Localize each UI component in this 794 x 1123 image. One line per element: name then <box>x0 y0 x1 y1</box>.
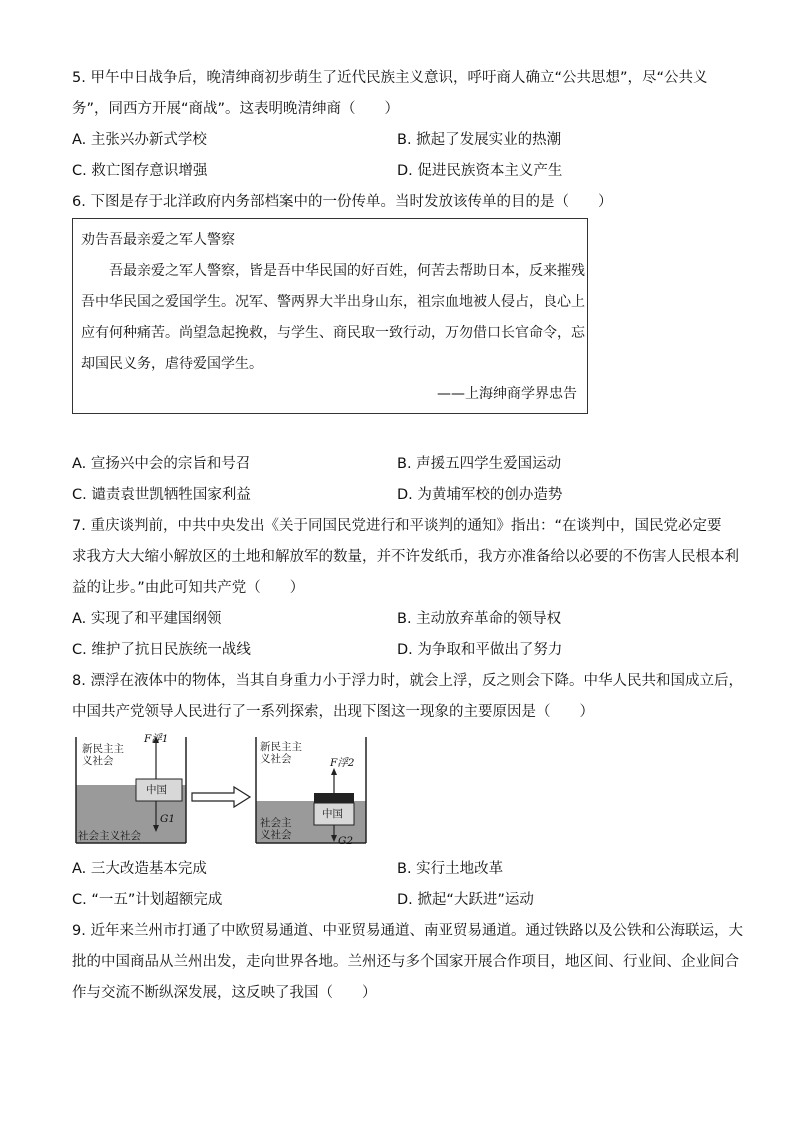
q5-option-a[interactable]: A. 主张兴办新式学校 <box>72 132 207 148</box>
q6-option-c[interactable]: C. 谴责袁世凯牺牲国家利益 <box>72 487 251 503</box>
q9-stem-line1: 9. 近年来兰州市打通了中欧贸易通道、中亚贸易通道、南亚贸易通道。通过铁路以及公铁和公海联运，大 <box>72 923 743 939</box>
transition-arrow <box>192 787 250 807</box>
q8-stem-line2: 中国共产党领导人民进行了一系列探索，出现下图这一现象的主要原因是（ ） <box>72 704 594 720</box>
q6-option-b[interactable]: B. 声援五四学生爱国运动 <box>397 456 562 472</box>
leaflet-title: 劝告吾最亲爱之军人警察 <box>81 232 235 248</box>
leaflet-box <box>72 218 588 414</box>
q6-option-a[interactable]: A. 宣扬兴中会的宗旨和号召 <box>72 456 251 472</box>
buoyancy-diagram <box>74 735 370 847</box>
q5-option-c[interactable]: C. 救亡图存意识增强 <box>72 163 208 179</box>
left-bottom-label: 社会主义社会 <box>78 830 141 842</box>
q7-stem-line3: 益的让步。”由此可知共产党（ ） <box>72 580 305 596</box>
leaflet-line: 吾中华民国之爱国学生。况军、警两界大半出身山东，祖宗血地被人侵占，良心上 <box>81 294 585 310</box>
right-top-label: 新民主主义社会 <box>260 741 302 765</box>
right-weight <box>314 793 354 803</box>
left-top-label: 新民主主义社会 <box>82 743 124 767</box>
q7-option-a[interactable]: A. 实现了和平建国纲领 <box>72 611 222 627</box>
right-force-up-label: F浮2 <box>330 757 355 769</box>
right-force-down-label: G2 <box>338 835 354 847</box>
leaflet-line: 却国民义务，虐待爱国学生。 <box>81 356 263 372</box>
q5-option-b[interactable]: B. 掀起了发展实业的热潮 <box>397 132 562 148</box>
q8-stem-line1: 8. 漂浮在液体中的物体，当其自身重力小于浮力时，就会上浮，反之则会下降。中华人民共和国成立后， <box>72 673 743 689</box>
left-block-label: 中国 <box>146 784 167 796</box>
q5-option-d[interactable]: D. 促进民族资本主义产生 <box>397 163 563 179</box>
q5-stem-line1: 5. 甲午中日战争后，晚清绅商初步萌生了近代民族主义意识，呼吁商人确立“公共思想”，尽“公共义 <box>72 70 708 86</box>
q6-option-d[interactable]: D. 为黄埔军校的创办造势 <box>397 487 563 503</box>
q8-option-c[interactable]: C. “一五”计划超额完成 <box>72 892 223 908</box>
left-force-down-label: G1 <box>160 813 176 825</box>
q7-stem-line1: 7. 重庆谈判前，中共中央发出《关于同国民党进行和平谈判的通知》指出：“在谈判中，国民党必定要 <box>72 518 722 534</box>
q7-stem-line2: 求我方大大缩小解放区的土地和解放军的数量，并不许发纸币，我方亦准备给以必要的不伤害人民根本利 <box>72 549 739 565</box>
q9-stem-line2: 批的中国商品从兰州出发，走向世界各地。兰州还与多个国家开展合作项目，地区间、行业间、企业间合 <box>72 954 739 970</box>
q8-option-d[interactable]: D. 掀起“大跃进”运动 <box>397 892 534 908</box>
leaflet-signature: ——上海绅商学界忠告 <box>437 386 577 402</box>
q7-option-c[interactable]: C. 维护了抗日民族统一战线 <box>72 642 251 658</box>
q8-option-a[interactable]: A. 三大改造基本完成 <box>72 861 207 877</box>
q7-option-b[interactable]: B. 主动放弃革命的领导权 <box>397 611 562 627</box>
left-force-up-label: F浮1 <box>144 733 169 745</box>
q6-stem: 6. 下图是存于北洋政府内务部档案中的一份传单。当时发放该传单的目的是（ ） <box>72 194 613 210</box>
q9-stem-line3: 作与交流不断纵深发展，这反映了我国（ ） <box>72 985 377 1001</box>
q8-option-b[interactable]: B. 实行土地改革 <box>397 861 504 877</box>
leaflet-line: 吾最亲爱之军人警察，皆是吾中华民国的好百姓，何苦去帮助日本，反来摧残 <box>109 263 585 279</box>
right-bottom-label: 社会主义社会 <box>260 817 292 841</box>
q5-stem-line2: 务”，同西方开展“商战”。这表明晚清绅商（ ） <box>72 101 400 117</box>
right-block-label: 中国 <box>322 808 343 820</box>
q7-option-d[interactable]: D. 为争取和平做出了努力 <box>397 642 563 658</box>
leaflet-line: 应有何种痛苦。尚望急起挽救，与学生、商民取一致行动，万勿借口长官命令，忘 <box>81 325 585 341</box>
